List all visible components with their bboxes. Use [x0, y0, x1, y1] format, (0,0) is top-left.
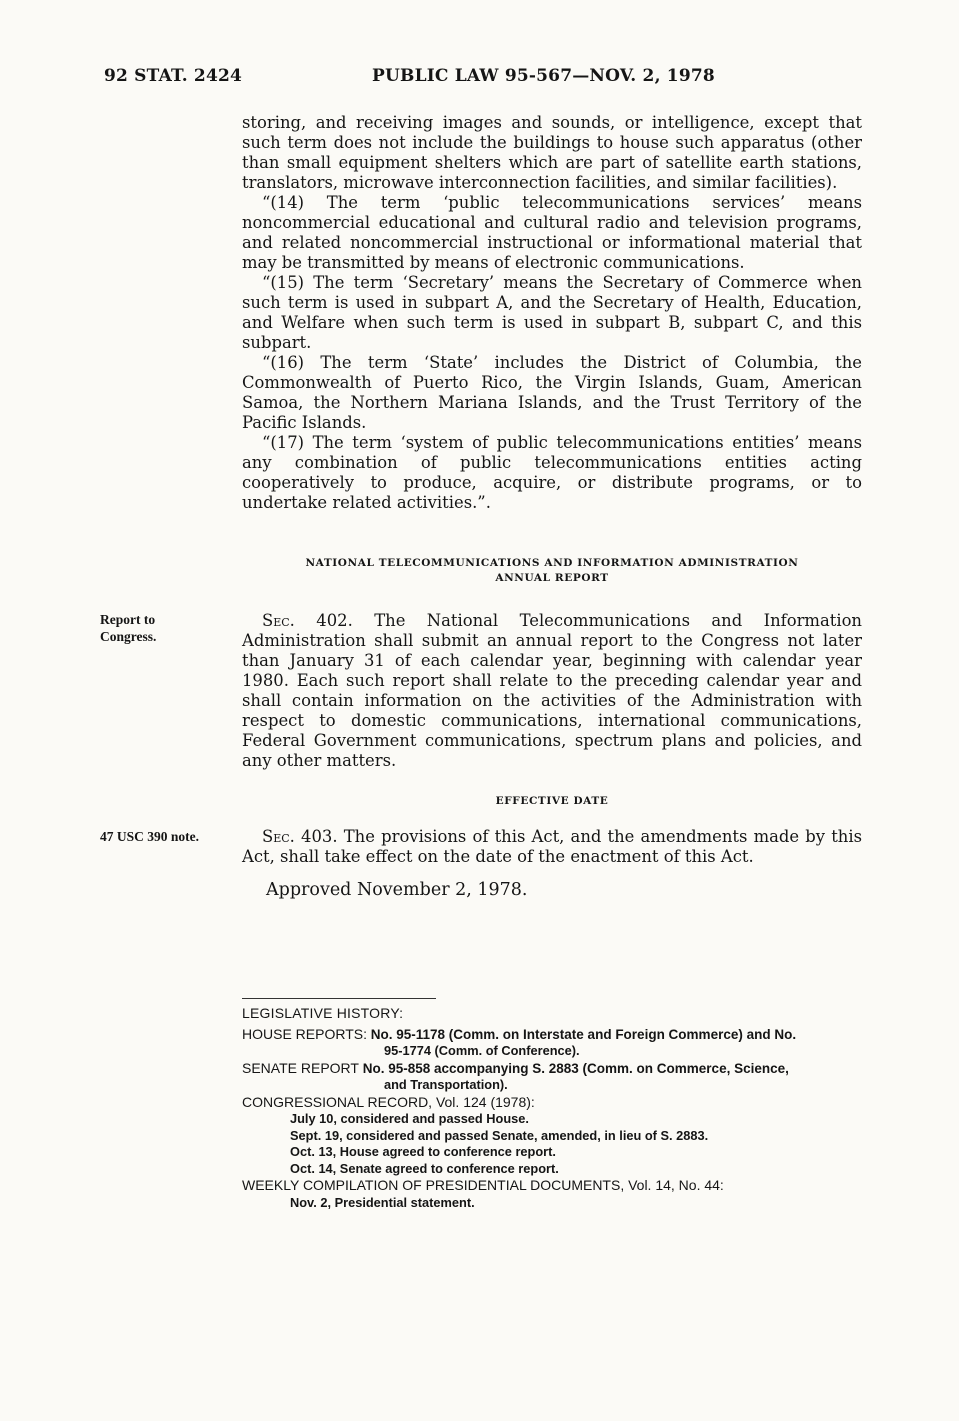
- sec403-body: [242, 827, 862, 867]
- sec402-text: The National Telecommunications and Information Administration shall submit an annual report to the Congress not later than January 31 of each calendar year, beginning with calendar year 1980. Each such report shall relate to the preceding calendar year and shall contain information on the activities of the Administration with respect to domestic communications, international communications, Federal Government communications, spectrum plans and policies, and any other matters.: [242, 611, 862, 770]
- definitions-block: [242, 113, 862, 513]
- history-line: 95-1774 (Comm. of Conference).: [384, 1043, 580, 1058]
- history-line: Sept. 19, considered and passed Senate, amended, in lieu of S. 2883.: [290, 1127, 709, 1143]
- margin-note-line1: Report to: [100, 612, 156, 627]
- history-line: CONGRESSIONAL RECORD, Vol. 124 (1978):: [242, 1093, 535, 1110]
- definition-15: “(15) The term ‘Secretary’ means the Secretary of Commerce when such term is used in subpart A, and the Secretary of Health, Education, and Welfare when such term is used in subpart B, subpart C, and this subpart.: [242, 273, 862, 352]
- history-line: Oct. 13, House agreed to conference report.: [290, 1144, 556, 1159]
- history-line: July 10, considered and passed House.: [290, 1111, 529, 1126]
- sec402-body: [242, 611, 862, 771]
- sec403-label: Sec. 403.: [262, 827, 338, 846]
- definition-16: “(16) The term ‘State’ includes the District of Columbia, the Commonwealth of Puerto Rico, the Virgin Islands, Guam, American Samoa, the Northern Mariana Islands, and the Trust Territory of the Pacific Islands.: [242, 353, 862, 432]
- continued-paragraph: storing, and receiving images and sounds, or intelligence, except that such term does not include the buildings to house such apparatus (other than small equipment shelters which are part of satellite earth stations, translators, microwave interconnection facilities, and similar facilities).: [242, 113, 862, 192]
- statute-page-number: 92 STAT. 2424: [104, 66, 243, 86]
- legislative-history: [242, 1005, 864, 1211]
- margin-note-line2: Congress.: [100, 629, 157, 644]
- history-line: Nov. 2, Presidential statement.: [290, 1194, 475, 1210]
- margin-note-report: [100, 611, 156, 645]
- approval-date: Approved November 2, 1978.: [266, 880, 528, 900]
- sec403-text: The provisions of this Act, and the amendments made by this Act, shall take effect on the date of the enactment of this Act.: [242, 827, 862, 866]
- history-line: and Transportation).: [384, 1077, 508, 1092]
- sec403-heading: EFFECTIVE DATE: [495, 795, 609, 807]
- history-line: Oct. 14, Senate agreed to conference report.: [290, 1160, 559, 1176]
- sec402-heading-line1: NATIONAL TELECOMMUNICATIONS AND INFORMATION ADMINISTRATION: [305, 557, 799, 569]
- history-line: SENATE REPORT No. 95-858 accompanying S. 2883 (Comm. on Commerce, Science,: [242, 1059, 789, 1076]
- running-title: PUBLIC LAW 95-567—NOV. 2, 1978: [372, 66, 715, 86]
- legislative-history-title: LEGISLATIVE HISTORY:: [242, 1005, 404, 1021]
- history-line: WEEKLY COMPILATION OF PRESIDENTIAL DOCUMENTS, Vol. 14, No. 44:: [242, 1177, 724, 1193]
- definition-17: “(17) The term ‘system of public telecommunications entities’ means any combination of public telecommunications entities acting cooperatively to produce, acquire, or distribute programs, or to undertake related activities.”.: [242, 433, 862, 512]
- history-line: HOUSE REPORTS: No. 95-1178 (Comm. on Interstate and Foreign Commerce) and No.: [242, 1025, 797, 1042]
- margin-note-usc: 47 USC 390 note.: [100, 829, 200, 844]
- divider-rule: [242, 998, 436, 999]
- definition-14: “(14) The term ‘public telecommunications services’ means noncommercial educational and cultural radio and television programs, and related noncommercial instructional or informational material that may be transmitted by means of electronic communications.: [242, 193, 862, 272]
- sec402-heading: [242, 556, 862, 586]
- sec402-label: Sec. 402.: [262, 611, 353, 630]
- sec402-heading-line2: ANNUAL REPORT: [495, 572, 609, 584]
